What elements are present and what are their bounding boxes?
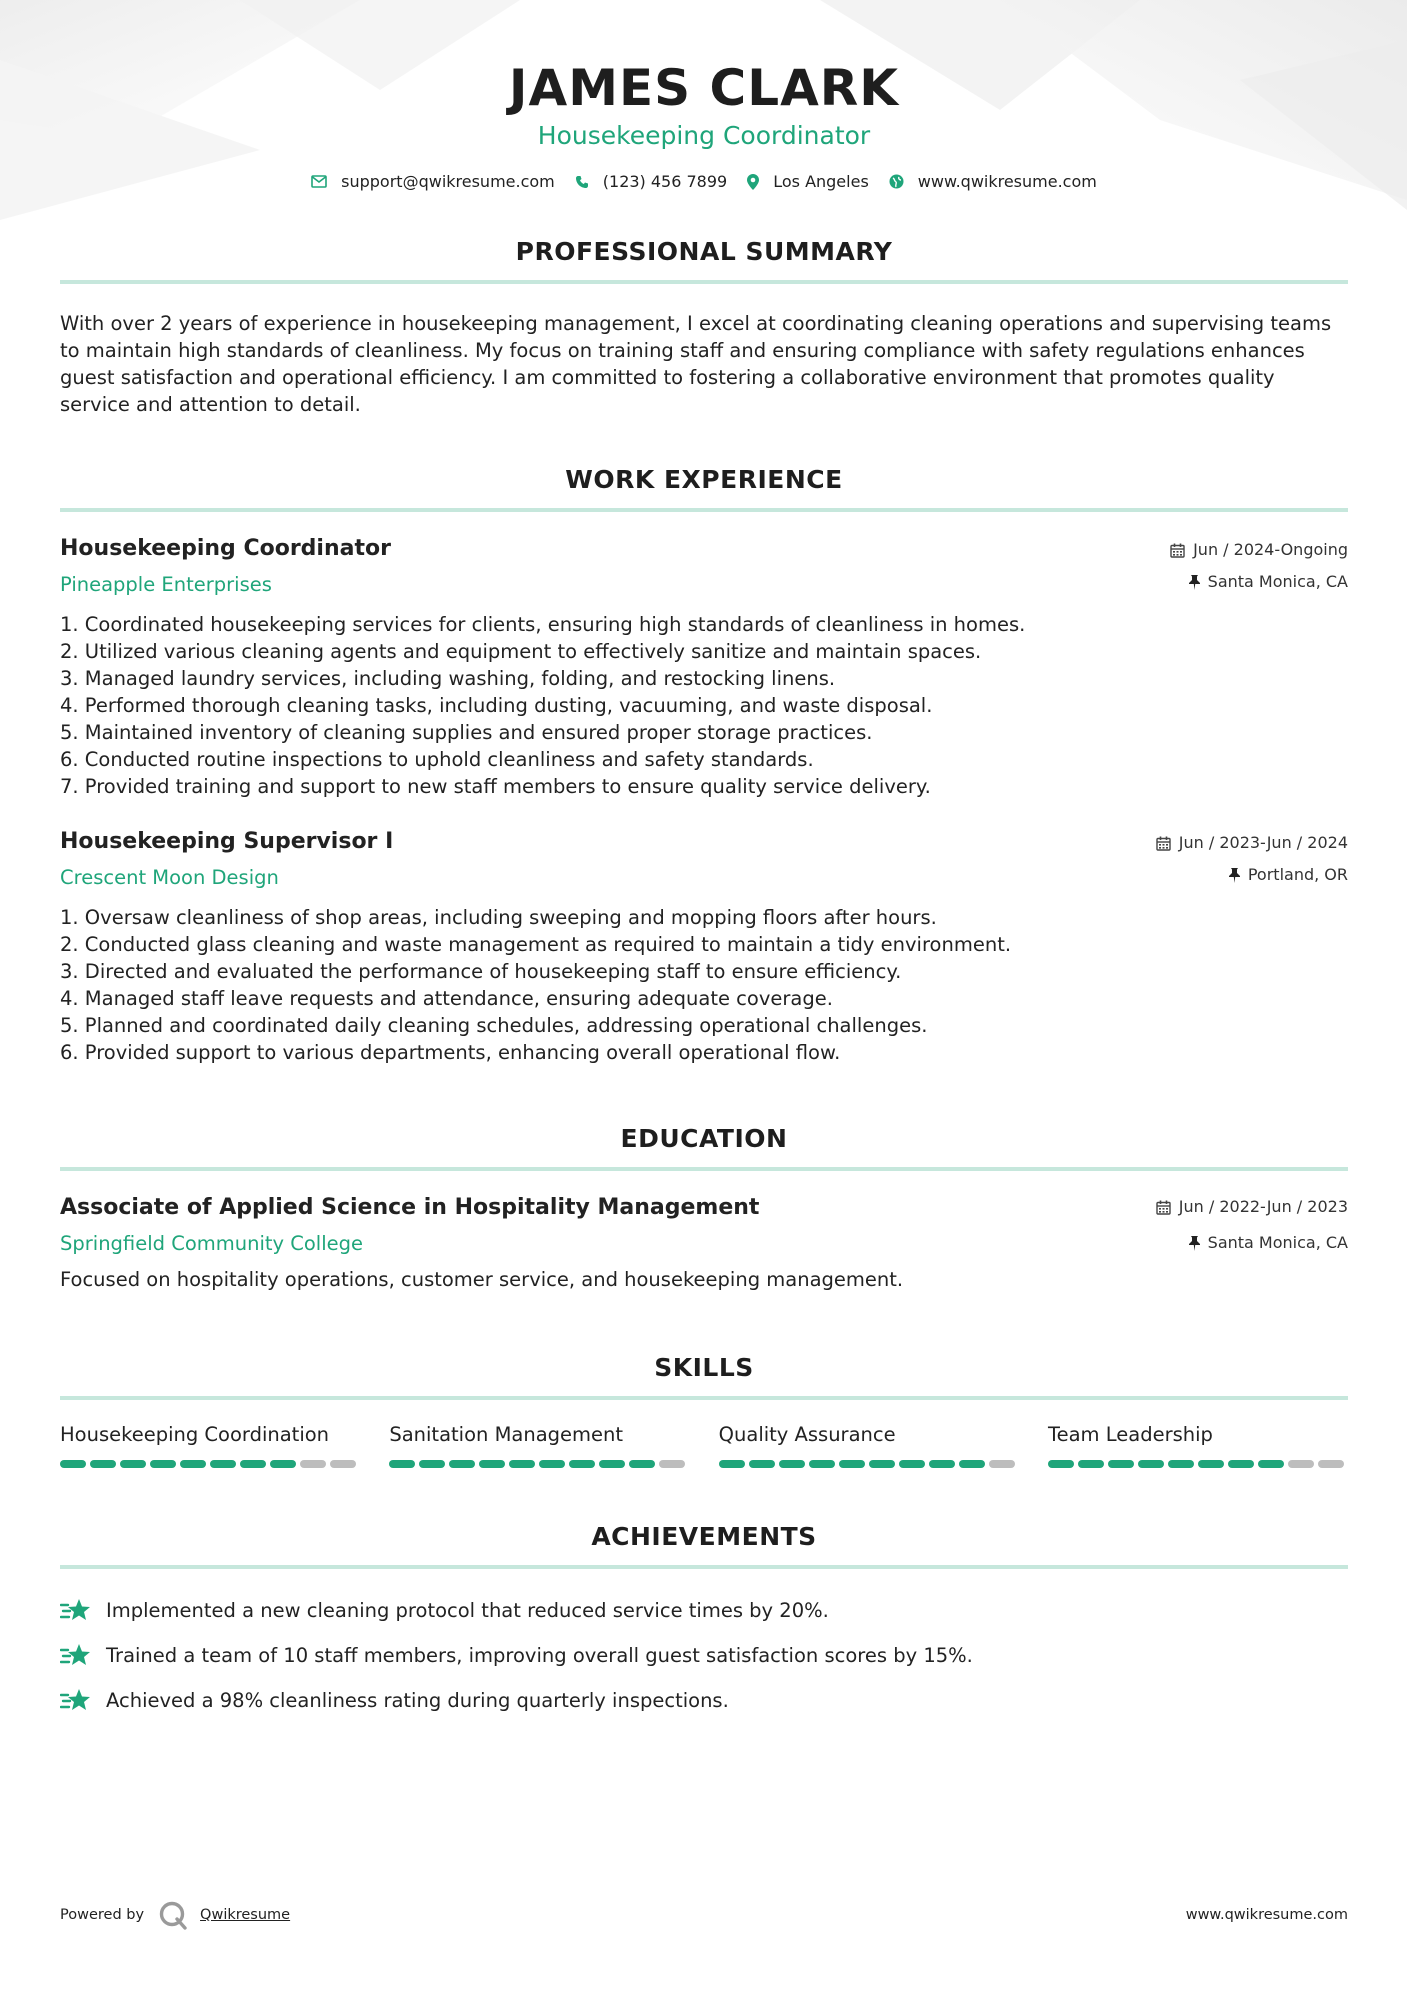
skill-segment-filled [509, 1460, 535, 1468]
job-title: Housekeeping Coordinator [60, 536, 391, 561]
skills-list [60, 1422, 1348, 1468]
list-item: 1. Coordinated housekeeping services for clients, ensuring high standards of cleanliness in homes. [60, 613, 1026, 636]
calendar-icon [1170, 543, 1185, 558]
skill-item [389, 1422, 689, 1468]
achievement-text: Achieved a 98% cleanliness rating during quarterly inspections. [106, 1688, 729, 1712]
education-section [60, 1124, 1348, 1293]
skill-level-bar [1048, 1460, 1348, 1468]
skill-segment-filled [1258, 1460, 1284, 1468]
job-dates [1156, 833, 1348, 853]
skill-name: Sanitation Management [389, 1423, 624, 1446]
list-item: 4. Managed staff leave requests and attendance, ensuring adequate coverage. [60, 987, 833, 1010]
skill-segment-filled [809, 1460, 835, 1468]
work-experience-section [60, 465, 1348, 1066]
skill-segment-filled [1078, 1460, 1104, 1468]
achievement-item [60, 1595, 1348, 1625]
skill-item [60, 1422, 360, 1468]
shooting-star-icon [60, 1642, 92, 1668]
skill-segment-filled [539, 1460, 565, 1468]
skill-segment-filled [479, 1460, 505, 1468]
phone-text: (123) 456 7899 [602, 172, 728, 191]
school-name: Springfield Community College [60, 1232, 364, 1255]
list-item: 5. Planned and coordinated daily cleaning schedules, addressing operational challenges. [60, 1014, 928, 1037]
contact-phone[interactable] [575, 172, 727, 191]
job-location-text: Portland, OR [1247, 865, 1348, 884]
skill-segment-filled [899, 1460, 925, 1468]
skill-segment-empty [659, 1460, 685, 1468]
list-item: 1. Oversaw cleanliness of shop areas, including sweeping and mopping floors after hours. [60, 906, 937, 929]
skill-segment-filled [389, 1460, 415, 1468]
footer-website-link[interactable]: www.qwikresume.com [1185, 1907, 1348, 1923]
job-dates-text: Jun / 2024-Ongoing [1193, 540, 1348, 559]
contact-bar [60, 172, 1348, 191]
education-description: Focused on hospitality operations, customer service, and housekeeping management. [60, 1268, 904, 1291]
skill-segment-filled [1108, 1460, 1134, 1468]
skill-segment-filled [449, 1460, 475, 1468]
list-item: 2. Utilized various cleaning agents and equipment to effectively sanitize and maintain spaces. [60, 640, 982, 663]
calendar-icon [1156, 1200, 1171, 1215]
skills-heading: SKILLS [654, 1353, 754, 1382]
globe-icon [889, 174, 904, 189]
job-bullets [60, 611, 1348, 800]
job-location [1170, 572, 1348, 592]
skill-segment-empty [330, 1460, 356, 1468]
candidate-name: JAMES CLARK [508, 59, 900, 117]
location-text: Los Angeles [773, 172, 869, 191]
achievement-text: Trained a team of 10 staff members, improving overall guest satisfaction scores by 15%. [106, 1643, 973, 1667]
skill-segment-filled [210, 1460, 236, 1468]
skill-segment-empty [300, 1460, 326, 1468]
envelope-icon [311, 175, 327, 188]
skill-segment-empty [1288, 1460, 1314, 1468]
achievement-item [60, 1640, 1348, 1670]
job-company: Pineapple Enterprises [60, 573, 272, 596]
section-divider [60, 280, 1348, 284]
website-text: www.qwikresume.com [917, 172, 1097, 191]
skill-segment-filled [150, 1460, 176, 1468]
job-dates-text: Jun / 2023-Jun / 2024 [1178, 833, 1348, 852]
job-title: Housekeeping Supervisor I [60, 829, 394, 854]
summary-section [60, 237, 1348, 418]
section-divider [60, 1167, 1348, 1171]
contact-location [747, 172, 869, 191]
education-dates [1156, 1197, 1348, 1217]
achievements-heading: ACHIEVEMENTS [591, 1522, 817, 1551]
skill-segment-filled [120, 1460, 146, 1468]
map-marker-icon [747, 174, 759, 190]
skill-item [1048, 1422, 1348, 1468]
qwikresume-logo-icon [158, 1900, 188, 1930]
work-experience-heading: WORK EXPERIENCE [565, 465, 843, 494]
pushpin-icon [1229, 868, 1240, 883]
contact-email[interactable] [311, 172, 555, 191]
skill-level-bar [719, 1460, 1019, 1468]
skill-segment-empty [1318, 1460, 1344, 1468]
skill-segment-filled [1138, 1460, 1164, 1468]
list-item: 3. Directed and evaluated the performance of housekeeping staff to ensure efficiency. [60, 960, 902, 983]
skills-section [60, 1353, 1348, 1468]
powered-by-label: Powered by [60, 1907, 145, 1923]
skill-segment-filled [929, 1460, 955, 1468]
job-bullets [60, 904, 1348, 1066]
skill-item [719, 1422, 1019, 1468]
skill-segment-filled [240, 1460, 266, 1468]
job-location [1156, 865, 1348, 885]
skill-segment-filled [839, 1460, 865, 1468]
achievements-list [60, 1595, 1348, 1715]
calendar-icon [1156, 836, 1171, 851]
achievement-text: Implemented a new cleaning protocol that reduced service times by 20%. [106, 1598, 829, 1622]
list-item: 4. Performed thorough cleaning tasks, including dusting, vacuuming, and waste disposal. [60, 694, 933, 717]
contact-website[interactable] [889, 172, 1097, 191]
skill-segment-filled [60, 1460, 86, 1468]
skill-segment-filled [1228, 1460, 1254, 1468]
candidate-title: Housekeeping Coordinator [537, 121, 871, 150]
achievements-section [60, 1522, 1348, 1715]
skill-name: Housekeeping Coordination [60, 1423, 330, 1446]
list-item: 6. Conducted routine inspections to uphold cleanliness and safety standards. [60, 748, 814, 771]
skill-segment-filled [569, 1460, 595, 1468]
resume-header [60, 0, 1348, 191]
education-entry [60, 1193, 1348, 1293]
skill-segment-filled [719, 1460, 745, 1468]
pushpin-icon [1189, 1236, 1200, 1251]
skill-segment-filled [1048, 1460, 1074, 1468]
summary-heading: PROFESSIONAL SUMMARY [515, 237, 893, 266]
achievement-item [60, 1685, 1348, 1715]
list-item: 5. Maintained inventory of cleaning supplies and ensured proper storage practices. [60, 721, 873, 744]
section-divider [60, 508, 1348, 512]
list-item: 2. Conducted glass cleaning and waste management as required to maintain a tidy environment. [60, 933, 1012, 956]
skill-segment-filled [419, 1460, 445, 1468]
skill-segment-empty [989, 1460, 1015, 1468]
skill-name: Team Leadership [1047, 1423, 1213, 1446]
skill-segment-filled [629, 1460, 655, 1468]
degree-title: Associate of Applied Science in Hospitality Management [60, 1195, 760, 1220]
skill-segment-filled [869, 1460, 895, 1468]
email-text: support@qwikresume.com [341, 172, 555, 191]
skill-segment-filled [779, 1460, 805, 1468]
education-location [1156, 1233, 1348, 1253]
skill-segment-filled [90, 1460, 116, 1468]
list-item: 3. Managed laundry services, including washing, folding, and restocking linens. [60, 667, 836, 690]
job-dates [1170, 540, 1348, 560]
summary-text: With over 2 years of experience in housekeeping management, I excel at coordinating cleaning operations and supervising teams to maintain high standards of cleanliness. My focus on training staff and ensuring compliance with safety regulations enhances guest satisfaction and operational efficiency. I am committed to fostering a collaborative environment that promotes quality service and attention to detail. [60, 312, 1332, 416]
page-footer [60, 1900, 1348, 1930]
brand-link[interactable]: Qwikresume [200, 1907, 291, 1923]
skill-level-bar [389, 1460, 689, 1468]
skill-name: Quality Assurance [718, 1423, 896, 1446]
job-company: Crescent Moon Design [60, 866, 279, 889]
skill-segment-filled [959, 1460, 985, 1468]
education-dates-text: Jun / 2022-Jun / 2023 [1178, 1197, 1348, 1216]
section-divider [60, 1565, 1348, 1569]
skill-segment-filled [1168, 1460, 1194, 1468]
skill-segment-filled [599, 1460, 625, 1468]
shooting-star-icon [60, 1597, 92, 1623]
skill-level-bar [60, 1460, 360, 1468]
job-entry [60, 534, 1348, 800]
list-item: 6. Provided support to various departments, enhancing overall operational flow. [60, 1041, 841, 1064]
list-item: 7. Provided training and support to new staff members to ensure quality service delivery. [60, 775, 931, 798]
skill-segment-filled [1198, 1460, 1224, 1468]
job-entry [60, 827, 1348, 1066]
job-location-text: Santa Monica, CA [1207, 572, 1348, 591]
skill-segment-filled [180, 1460, 206, 1468]
education-location-text: Santa Monica, CA [1207, 1233, 1348, 1252]
skill-segment-filled [749, 1460, 775, 1468]
resume-page [60, 0, 1348, 1730]
shooting-star-icon [60, 1687, 92, 1713]
education-heading: EDUCATION [620, 1124, 788, 1153]
phone-icon [575, 175, 589, 189]
pushpin-icon [1189, 575, 1200, 590]
skill-segment-filled [270, 1460, 296, 1468]
section-divider [60, 1396, 1348, 1400]
powered-by [60, 1900, 290, 1930]
